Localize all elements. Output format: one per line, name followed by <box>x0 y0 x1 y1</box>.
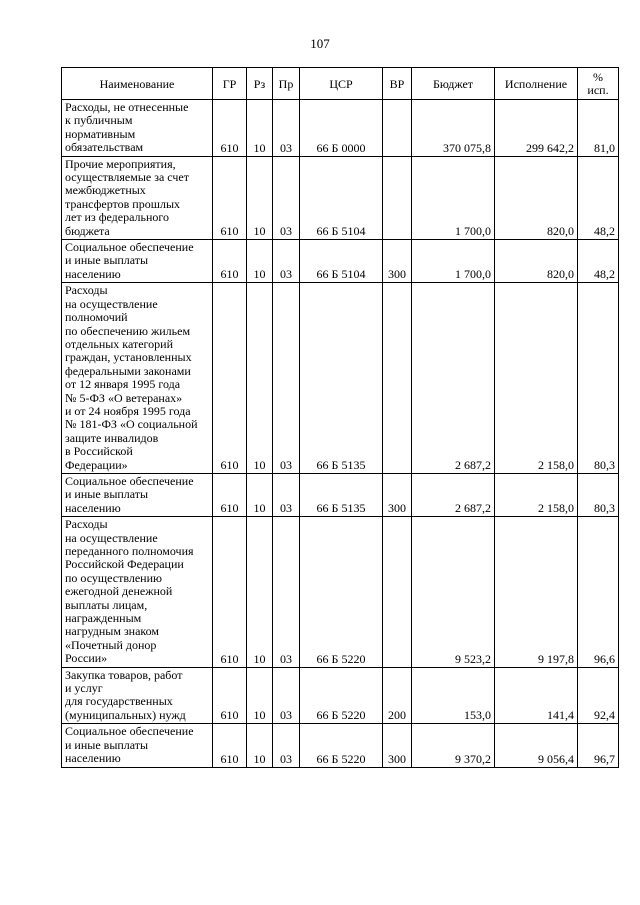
row-gr: 610 <box>213 473 247 516</box>
row-name-line: ежегодной денежной <box>65 584 173 599</box>
table-row <box>62 100 619 157</box>
row-execution: 9 056,4 <box>495 724 578 767</box>
row-name-line: полномочий <box>65 310 128 325</box>
row-vr: 300 <box>383 473 412 516</box>
row-rz: 10 <box>247 724 273 767</box>
row-rz: 10 <box>247 473 273 516</box>
row-vr <box>383 283 412 474</box>
row-name-line: и услуг <box>65 681 103 696</box>
row-name <box>62 667 213 724</box>
row-csr: 66 Б 0000 <box>300 100 383 157</box>
budget-table <box>61 67 619 768</box>
row-pr: 03 <box>273 100 300 157</box>
row-name-line: и иные выплаты <box>65 253 149 268</box>
row-csr: 66 Б 5220 <box>300 667 383 724</box>
row-csr: 66 Б 5135 <box>300 473 383 516</box>
row-budget: 2 687,2 <box>412 283 495 474</box>
header-rz: Рз <box>247 68 273 100</box>
row-name-line: Расходы, не отнесенные <box>65 100 189 114</box>
row-name <box>62 240 213 283</box>
row-percent: 80,3 <box>578 283 619 474</box>
row-name-line: трансфертов прошлых <box>65 196 181 211</box>
row-pr: 03 <box>273 156 300 239</box>
table-row <box>62 473 619 516</box>
row-gr: 610 <box>213 517 247 667</box>
row-execution: 299 642,2 <box>495 100 578 157</box>
row-csr: 66 Б 5220 <box>300 517 383 667</box>
row-execution: 9 197,8 <box>495 517 578 667</box>
row-name-line: Социальное обеспечение <box>65 724 194 739</box>
row-name-line: и иные выплаты <box>65 737 149 752</box>
row-name-line: на осуществление <box>65 296 158 311</box>
row-rz: 10 <box>247 517 273 667</box>
row-percent: 80,3 <box>578 473 619 516</box>
header-execution: Исполнение <box>495 68 578 100</box>
row-name-line: бюджета <box>65 223 110 238</box>
row-execution: 141,4 <box>495 667 578 724</box>
row-name <box>62 724 213 767</box>
header-budget: Бюджет <box>412 68 495 100</box>
table-row <box>62 724 619 767</box>
row-name-line: отдельных категорий <box>65 336 174 351</box>
row-pr: 03 <box>273 724 300 767</box>
row-name-line: Расходы <box>65 283 108 298</box>
row-csr: 66 Б 5220 <box>300 724 383 767</box>
row-name-line: Закупка товаров, работ <box>65 667 183 682</box>
row-name-line: обязательствам <box>65 140 144 155</box>
row-budget: 1 700,0 <box>412 240 495 283</box>
row-name-line: России» <box>65 651 108 666</box>
row-name-line: межбюджетных <box>65 183 146 198</box>
row-vr <box>383 100 412 157</box>
row-gr: 610 <box>213 283 247 474</box>
row-budget: 9 523,2 <box>412 517 495 667</box>
row-name-line: к публичным <box>65 113 133 128</box>
row-pr: 03 <box>273 473 300 516</box>
row-rz: 10 <box>247 283 273 474</box>
row-name-line: населению <box>65 500 121 515</box>
row-budget: 2 687,2 <box>412 473 495 516</box>
header-csr: ЦСР <box>300 68 383 100</box>
row-gr: 610 <box>213 667 247 724</box>
table-row <box>62 517 619 667</box>
row-name-line: для государственных <box>65 694 173 709</box>
row-execution: 2 158,0 <box>495 283 578 474</box>
header-percent-symbol: % <box>593 69 603 84</box>
header-vr: ВР <box>383 68 412 100</box>
row-percent: 92,4 <box>578 667 619 724</box>
row-execution: 2 158,0 <box>495 473 578 516</box>
row-gr: 610 <box>213 100 247 157</box>
header-pr: Пр <box>273 68 300 100</box>
header-percent <box>578 68 619 100</box>
row-name-line: осуществляемые за счет <box>65 170 189 185</box>
table-row <box>62 667 619 724</box>
row-name-line: и от 24 ноября 1995 года <box>65 403 191 418</box>
row-percent: 81,0 <box>578 100 619 157</box>
row-percent: 48,2 <box>578 240 619 283</box>
table-header-row <box>62 68 619 100</box>
row-csr: 66 Б 5135 <box>300 283 383 474</box>
row-name-line: нагрудным знаком <box>65 624 160 639</box>
header-gr: ГР <box>213 68 247 100</box>
row-name <box>62 156 213 239</box>
table-row <box>62 240 619 283</box>
table-body <box>62 100 619 768</box>
row-name-line: на осуществление <box>65 530 158 545</box>
row-name-line: переданного полномочия <box>65 544 194 558</box>
row-name-line: по осуществлению <box>65 570 162 585</box>
row-name <box>62 473 213 516</box>
row-vr <box>383 517 412 667</box>
row-name <box>62 100 213 157</box>
row-vr: 300 <box>383 240 412 283</box>
row-vr: 200 <box>383 667 412 724</box>
row-name-line: лет из федерального <box>65 210 170 225</box>
row-pr: 03 <box>273 283 300 474</box>
row-percent: 96,7 <box>578 724 619 767</box>
row-name-line: (муниципальных) нужд <box>65 707 186 722</box>
row-budget: 1 700,0 <box>412 156 495 239</box>
row-name-line: Социальное обеспечение <box>65 240 194 255</box>
table-row <box>62 283 619 474</box>
row-name-line: федеральными законами <box>65 363 191 378</box>
row-name-line: Расходы <box>65 517 108 532</box>
row-vr: 300 <box>383 724 412 767</box>
row-name-line: населению <box>65 751 121 766</box>
row-execution: 820,0 <box>495 156 578 239</box>
row-name-line: от 12 января 1995 года <box>65 377 181 392</box>
row-percent: 96,6 <box>578 517 619 667</box>
header-name: Наименование <box>62 68 213 100</box>
table-row <box>62 156 619 239</box>
row-rz: 10 <box>247 240 273 283</box>
row-name-line: Социальное обеспечение <box>65 473 194 488</box>
row-rz: 10 <box>247 100 273 157</box>
row-name-line: награжденным <box>65 611 142 626</box>
row-budget: 9 370,2 <box>412 724 495 767</box>
row-name-line: выплаты лицам, <box>65 597 148 612</box>
row-name-line: № 5-ФЗ «О ветеранах» <box>65 390 183 405</box>
header-percent-label: исп. <box>587 82 609 97</box>
row-name-line: Российской Федерации <box>65 557 184 572</box>
page-number: 107 <box>310 36 330 51</box>
row-csr: 66 Б 5104 <box>300 156 383 239</box>
row-name <box>62 283 213 474</box>
row-name-line: Федерации» <box>65 457 128 472</box>
row-gr: 610 <box>213 724 247 767</box>
row-name <box>62 517 213 667</box>
row-name-line: в Российской <box>65 444 133 459</box>
row-vr <box>383 156 412 239</box>
row-percent: 48,2 <box>578 156 619 239</box>
row-pr: 03 <box>273 240 300 283</box>
row-name-line: «Почетный донор <box>65 637 157 652</box>
row-name-line: № 181-ФЗ «О социальной <box>65 417 198 432</box>
row-budget: 153,0 <box>412 667 495 724</box>
row-name-line: Прочие мероприятия, <box>65 156 176 171</box>
row-name-line: населению <box>65 266 121 281</box>
row-name-line: и иные выплаты <box>65 487 149 502</box>
row-pr: 03 <box>273 517 300 667</box>
row-gr: 610 <box>213 156 247 239</box>
row-gr: 610 <box>213 240 247 283</box>
row-budget: 370 075,8 <box>412 100 495 157</box>
row-name-line: защите инвалидов <box>65 430 159 445</box>
row-rz: 10 <box>247 667 273 724</box>
row-name-line: граждан, установленных <box>65 350 192 365</box>
row-execution: 820,0 <box>495 240 578 283</box>
row-name-line: нормативным <box>65 126 136 141</box>
row-rz: 10 <box>247 156 273 239</box>
row-csr: 66 Б 5104 <box>300 240 383 283</box>
row-pr: 03 <box>273 667 300 724</box>
row-name-line: по обеспечению жильем <box>65 323 191 338</box>
